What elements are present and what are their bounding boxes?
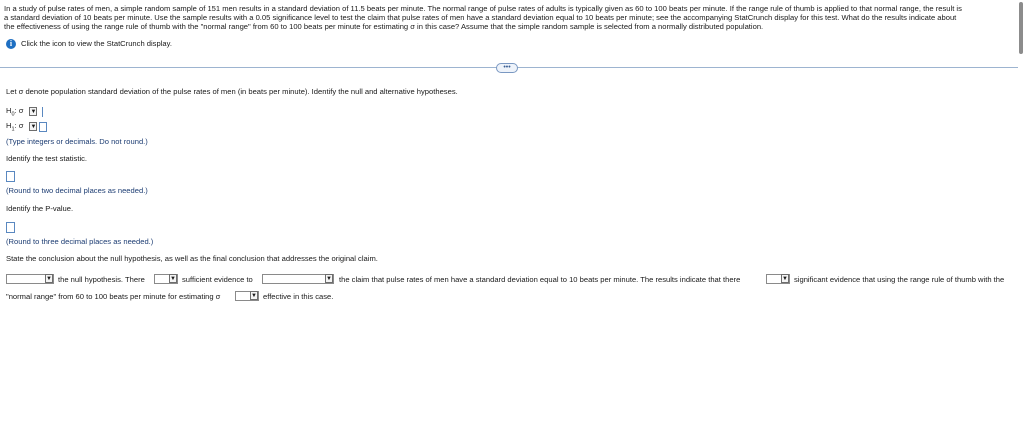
h1-row	[6, 121, 47, 133]
info-icon[interactable]: i	[6, 39, 16, 49]
problem-line-2: a standard deviation of 10 beats per minute. Use the sample results with a 0.05 significance level to test the claim that pulse rates of men have a standard deviation equal to 10 beats per minute; see the accompanying StatCrunch display for this test. What do the results indicate about	[4, 13, 957, 22]
dropdown-arrow-icon: ▼	[782, 275, 788, 282]
h1-label: $H_1$: σ	[6, 121, 24, 133]
evidence-dropdown[interactable]	[766, 274, 790, 284]
hint-two-decimals: (Round to two decimal places as needed.)	[6, 186, 148, 195]
h0-row	[6, 106, 43, 118]
dropdown-arrow-icon: ▼	[30, 108, 37, 115]
dropdown-arrow-icon: ▼	[30, 123, 37, 130]
test-statistic-label: Identify the test statistic.	[6, 154, 88, 163]
dropdown-arrow-icon: ▼	[251, 292, 257, 299]
dropdown-arrow-icon: ▼	[170, 275, 176, 282]
support-warrant-dropdown[interactable]	[262, 274, 334, 284]
statcrunch-link-text[interactable]: Click the icon to view the StatCrunch display.	[21, 39, 172, 48]
more-button[interactable]: •••	[496, 63, 518, 73]
h1-operator-dropdown[interactable]	[29, 122, 37, 131]
question-intro: Let σ denote population standard deviation of the pulse rates of men (in beats per minute). Identify the null and alternative hypotheses.	[6, 87, 458, 96]
dropdown-arrow-icon: ▼	[326, 275, 332, 282]
hint-three-decimals: (Round to three decimal places as needed.)	[6, 237, 154, 246]
h0-label: $H_0$: σ	[6, 106, 24, 118]
problem-line-3: the effectiveness of using the range rule of thumb with the "normal range" from 60 to 100 beats per minute for estimating σ in this case? Assume that the simple random sample is selected from a normally distributed population.	[4, 22, 764, 31]
test-statistic-input[interactable]	[6, 171, 15, 182]
conclusion-text-5: "normal range" from 60 to 100 beats per minute for estimating σ	[6, 292, 221, 301]
problem-line-1: In a study of pulse rates of men, a simple random sample of 151 men results in a standard deviation of 11.5 beats per minute. The normal range of pulse rates of adults is typically given as 60 to 100 beats per minute. If the range rule of thumb is applied to that normal range, the result is	[4, 4, 962, 13]
is-isnot-dropdown[interactable]	[154, 274, 178, 284]
is-isnot-effective-dropdown[interactable]	[235, 291, 259, 301]
conclusion-label: State the conclusion about the null hypothesis, as well as the final conclusion that addresses the original claim.	[6, 254, 378, 263]
dropdown-arrow-icon: ▼	[46, 275, 52, 282]
h0-value-input[interactable]	[42, 107, 43, 117]
conclusion-text-6: effective in this case.	[263, 292, 334, 301]
scrollbar[interactable]	[1019, 2, 1023, 54]
problem-statement	[4, 4, 1018, 31]
conclusion-text-4: significant evidence that using the range rule of thumb with the	[794, 275, 1005, 284]
pvalue-label: Identify the P-value.	[6, 204, 74, 213]
h1-value-input[interactable]	[39, 122, 47, 132]
reject-decision-dropdown[interactable]	[6, 274, 54, 284]
conclusion-text-3: the claim that pulse rates of men have a standard deviation equal to 10 beats per minute. The results indicate that there	[339, 275, 741, 284]
hint-integers: (Type integers or decimals. Do not round.)	[6, 137, 148, 146]
conclusion-text-1: the null hypothesis. There	[58, 275, 145, 284]
pvalue-input[interactable]	[6, 222, 15, 233]
conclusion-text-2: sufficient evidence to	[182, 275, 253, 284]
h0-operator-dropdown[interactable]	[29, 107, 37, 116]
statcrunch-link[interactable]	[6, 38, 172, 49]
